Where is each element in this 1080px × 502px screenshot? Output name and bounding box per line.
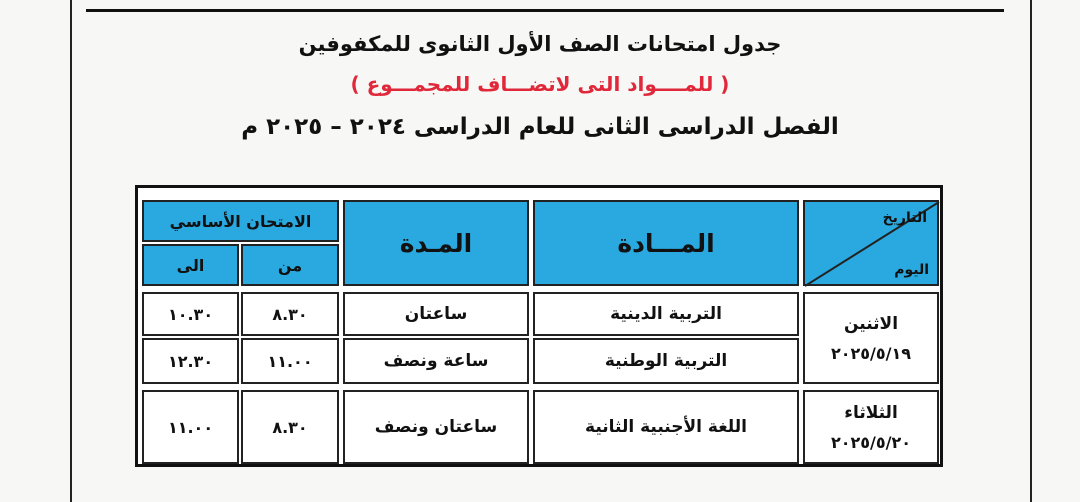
subject-header-cell <box>533 200 799 286</box>
start-time: ١١.٠٠ <box>267 351 313 371</box>
heading-block <box>150 24 930 150</box>
subject-column-header: المـــادة <box>617 228 715 258</box>
day-cell-tuesday <box>803 390 939 464</box>
subject-name: التربية الوطنية <box>604 351 728 371</box>
subject-name: اللغة الأجنبية الثانية <box>585 417 747 437</box>
academic-term: الفصل الدراسى الثانى للعام الدراسى ٢٠٢٤ – ٢٠٢٥ م <box>241 114 839 140</box>
exam-duration: ساعتان ونصف <box>374 417 498 437</box>
exam-date: ٢٠٢٥/٥/٢٠ <box>830 432 912 452</box>
day-name: الاثنين <box>843 313 899 334</box>
duration-cell <box>343 292 529 336</box>
from-header-cell <box>241 244 339 286</box>
date-day-header-cell <box>803 200 939 286</box>
exam-duration: ساعتان <box>404 304 468 324</box>
end-time: ١٢.٣٠ <box>167 351 214 371</box>
end-time: ١٠.٣٠ <box>167 304 214 324</box>
duration-cell <box>343 338 529 384</box>
to-cell <box>142 338 239 384</box>
subject-name: التربية الدينية <box>610 304 722 324</box>
from-column-header: من <box>277 255 303 275</box>
start-time: ٨.٣٠ <box>272 417 308 437</box>
page-border-right <box>1030 0 1032 502</box>
schedule-title: جدول امتحانات الصف الأول الثانوى للمكفوفين <box>298 32 782 56</box>
exam-duration: ساعة ونصف <box>383 351 489 371</box>
day-name: الثلاثاء <box>844 402 898 423</box>
start-time: ٨.٣٠ <box>272 304 308 324</box>
subject-cell <box>533 292 799 336</box>
to-cell <box>142 292 239 336</box>
from-cell <box>241 292 339 336</box>
from-cell <box>241 338 339 384</box>
exam-header-cell <box>142 200 339 242</box>
duration-header-cell <box>343 200 529 286</box>
to-cell <box>142 390 239 464</box>
day-column-header: اليوم <box>894 262 929 278</box>
exam-schedule-table <box>135 185 943 467</box>
page-border-left <box>70 0 72 502</box>
top-rule <box>86 9 1004 12</box>
day-cell-monday <box>803 292 939 384</box>
from-cell <box>241 390 339 464</box>
subject-cell <box>533 338 799 384</box>
date-column-header: التاريخ <box>882 210 927 226</box>
to-column-header: الى <box>176 255 205 275</box>
exam-column-header: الامتحان الأساسي <box>169 211 312 231</box>
duration-cell <box>343 390 529 464</box>
to-header-cell <box>142 244 239 286</box>
subject-cell <box>533 390 799 464</box>
exam-date: ٢٠٢٥/٥/١٩ <box>830 343 912 363</box>
duration-column-header: المـدة <box>399 228 473 258</box>
schedule-subtitle: ( للمــــواد التى لاتضـــاف للمجمـــوع ) <box>350 72 730 96</box>
end-time: ١١.٠٠ <box>167 417 214 437</box>
